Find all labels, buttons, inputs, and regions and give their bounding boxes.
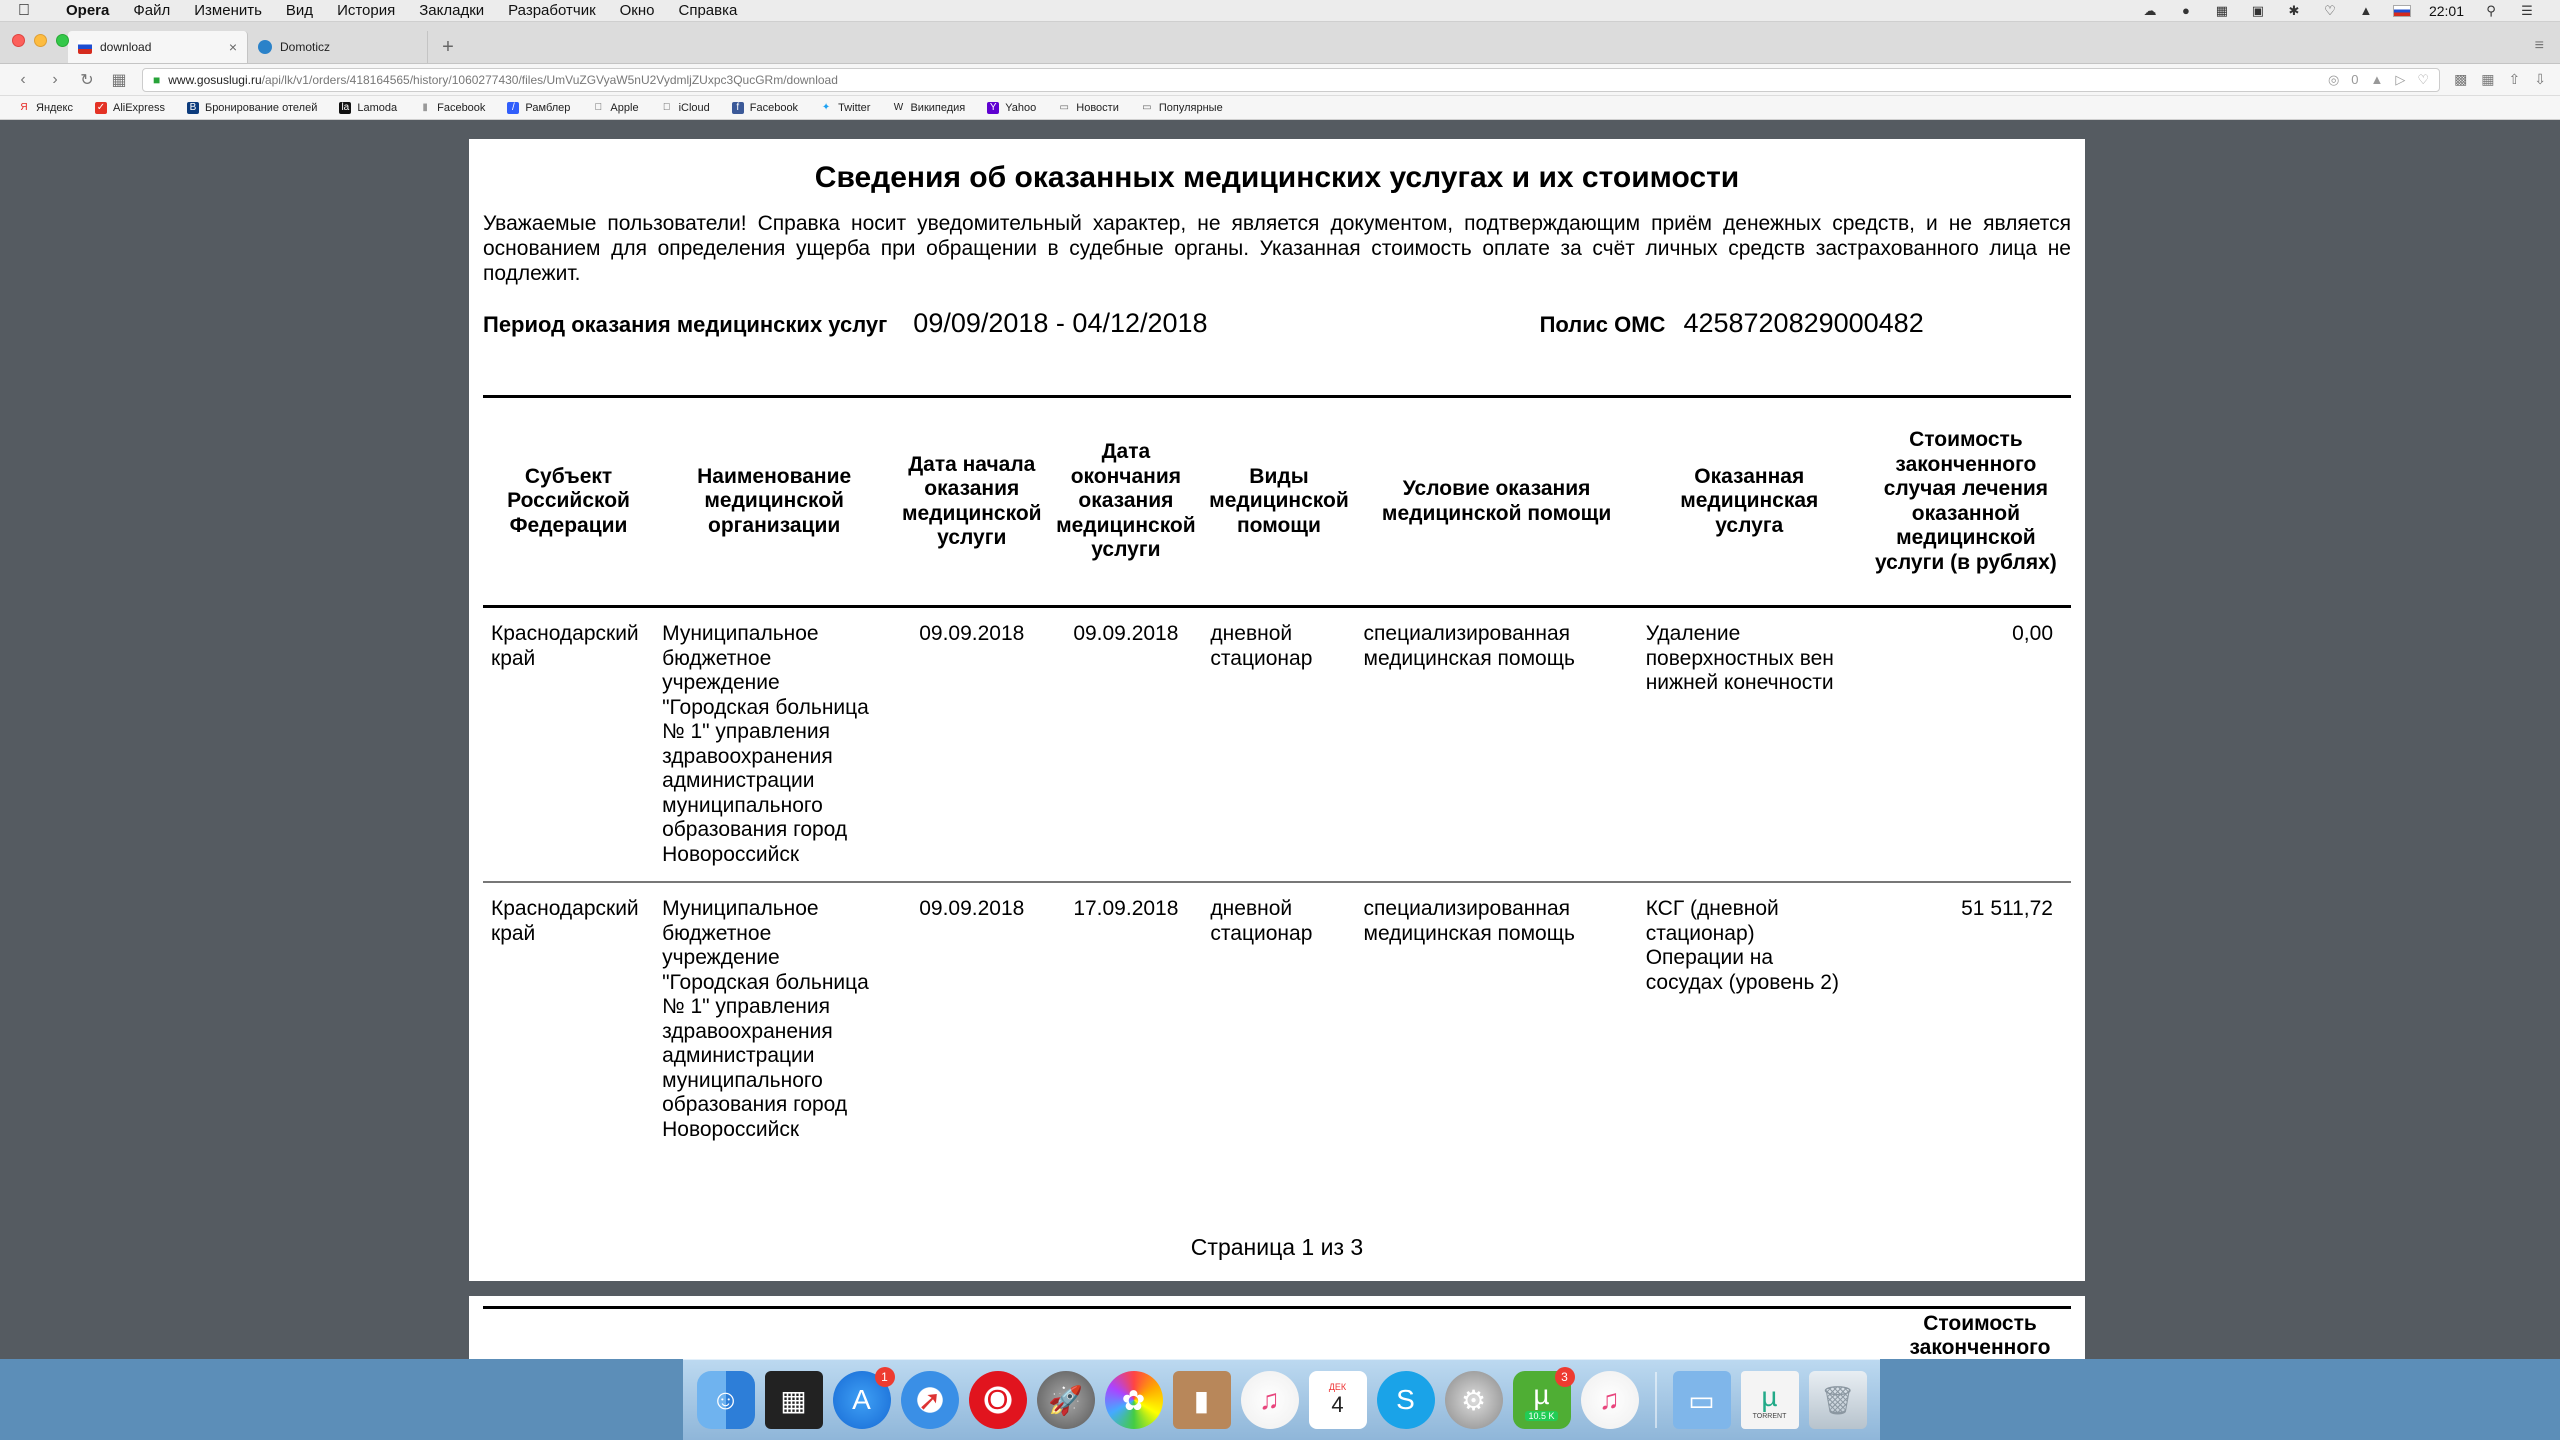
apple-menu-icon[interactable] — [18, 2, 44, 20]
cell-cost: 0,00 — [1861, 607, 2071, 883]
volume-icon[interactable]: ▲ — [2359, 3, 2373, 18]
bookmark-twitter[interactable]: ✦ Twitter — [821, 101, 871, 114]
cell-start-date: 09.09.2018 — [894, 607, 1049, 883]
table-row — [483, 882, 2071, 1156]
calendar-day: 4 — [1331, 1392, 1344, 1417]
cell-cost: 51 511,72 — [1961, 897, 2053, 920]
table-top-rule — [483, 1306, 2071, 1309]
cell-region: Краснодарский край — [491, 897, 639, 945]
yahoo-icon: Y — [987, 102, 999, 114]
period-label: Период оказания медицинских услуг — [483, 312, 888, 337]
utorrent-icon[interactable]: µ 10.5 K 3 — [1513, 1371, 1571, 1429]
dock-separator — [1655, 1372, 1657, 1428]
close-tab-icon[interactable]: × — [228, 39, 237, 55]
bookmark-yahoo[interactable]: Y Yahoo — [987, 102, 1036, 114]
page-number: Страница 1 из 3 — [1190, 1234, 1364, 1260]
column-header: Наименование медицинской организации — [654, 397, 894, 607]
bookmark-yandex[interactable]: Я Яндекс — [18, 102, 73, 114]
address-toolbar — [0, 64, 2560, 96]
cell-region: Краснодарский край — [483, 607, 654, 883]
skype-status-icon[interactable]: ● — [2182, 3, 2190, 18]
bookmark-aliexpress[interactable]: ✓ AliExpress — [96, 101, 165, 114]
gosuslugi-favicon-icon — [78, 40, 92, 54]
document-title: Сведения об оказанных медицинских услугах и их стоимости — [814, 161, 1740, 194]
column-header: Оказанная медицинская услуга — [1638, 397, 1861, 607]
share-icon[interactable]: ⇧ — [2508, 71, 2521, 87]
status-area — [2141, 3, 2560, 19]
cell-service: КСГ (дневной стационар) Операции на сосудах (уровень 2) — [1645, 897, 1839, 994]
column-header: Условие оказания медицинской помощи — [1356, 397, 1638, 607]
contacts-book-icon[interactable]: ▮ — [1173, 1371, 1231, 1429]
wikipedia-icon: W — [893, 102, 904, 113]
pdf-page-2 — [469, 1296, 2085, 1359]
torrent-speed: 10.5 K — [1525, 1411, 1557, 1421]
lamoda-icon: la — [339, 102, 351, 114]
tab-download[interactable] — [68, 31, 248, 63]
launchpad-icon[interactable]: 🚀 — [1037, 1371, 1095, 1429]
app-store-icon[interactable]: A 1 — [833, 1371, 891, 1429]
finder-icon[interactable]: ☺ — [697, 1371, 755, 1429]
wifi-icon[interactable]: ♡ — [2324, 2, 2336, 18]
policy-label: Полис ОМС — [1539, 312, 1666, 337]
cell-org: Муниципальное бюджетное учреждение "Городская больница № 1" управления здравоохранения администрации муниципального образования город Новороссийск — [662, 897, 869, 1141]
bookmark-facebook-2[interactable]: f Facebook — [732, 102, 798, 114]
cell-care-type: дневной стационар — [1210, 897, 1313, 945]
torrent-file-label: TORRENT — [1752, 1412, 1787, 1420]
url-field-actions — [2328, 72, 2429, 88]
activity-monitor-icon[interactable]: ▦ — [765, 1371, 823, 1429]
menu-view[interactable]: Вид — [285, 2, 314, 19]
bookmark-booking[interactable]: B Бронирование отелей — [187, 102, 317, 114]
policy-value: 4258720829000482 — [1683, 308, 1924, 338]
column-header: Дата окончания оказания медицинской услуги — [1049, 397, 1202, 607]
menu-file[interactable]: Файл — [133, 2, 171, 19]
menu-bookmarks[interactable]: Закладки — [419, 2, 485, 19]
facebook-icon: f — [732, 102, 744, 114]
cell-condition: специализированная медицинская помощь — [1363, 897, 1575, 945]
pdf-viewer[interactable] — [0, 121, 2560, 1359]
close-window-button[interactable] — [12, 34, 25, 47]
forward-icon[interactable]: › — [52, 70, 58, 88]
column-header: Дата начала оказания медицинской услуги — [894, 397, 1049, 607]
fullscreen-window-button[interactable] — [56, 34, 69, 47]
bookmark-heart-icon[interactable]: ♡ — [2417, 71, 2430, 87]
shield-icon[interactable]: ▲ — [2370, 71, 2384, 87]
calendar-icon[interactable] — [1309, 1371, 1367, 1429]
adblock-icon[interactable]: ◎ — [2327, 71, 2340, 87]
menu-bar — [0, 0, 2560, 22]
table-row — [483, 607, 2071, 883]
cloud-icon[interactable]: ☁ — [2143, 2, 2157, 18]
torrent-badge: 3 — [1555, 1367, 1575, 1387]
system-preferences-icon[interactable]: ⚙ — [1445, 1371, 1503, 1429]
column-header: Виды медицинской помощи — [1202, 397, 1355, 607]
pdf-page-1 — [469, 139, 2085, 1281]
cell-condition: специализированная медицинская помощь — [1356, 607, 1638, 883]
services-table — [483, 395, 2071, 1156]
document-meta — [483, 308, 2071, 339]
cell-org: Муниципальное бюджетное учреждение "Городская больница № 1" управления здравоохранения администрации муниципального образования город Новороссийск — [654, 607, 894, 883]
extension-icon[interactable]: ▩ — [2454, 71, 2468, 87]
folder-icon[interactable]: ▭ — [1673, 1371, 1731, 1429]
photos-icon[interactable]: ✿ — [1105, 1371, 1163, 1429]
menu-window[interactable]: Окно — [619, 2, 655, 19]
display-icon[interactable]: ▣ — [2251, 2, 2265, 18]
aliexpress-icon: ✓ — [96, 102, 106, 113]
bluetooth-icon[interactable]: ✱ — [2288, 2, 2300, 18]
document-notice: Уважаемые пользователи! Справка носит уведомительный характер, не является документом, подтверждающим приём денежных средств, и не является основанием для определения ущерба при обращении в судебные органы. Указанная стоимость оплате за счёт личных средств застрахованного лица не подлежит. — [483, 212, 2071, 285]
skype-icon[interactable]: S — [1377, 1371, 1435, 1429]
secure-lock-icon: ■ — [153, 72, 161, 87]
apple-icon — [592, 102, 604, 114]
grid-icon[interactable]: ▦ — [2215, 2, 2229, 18]
bookmark-folder-popular[interactable]: ▭ Популярные — [1142, 101, 1223, 114]
itunes-icon[interactable]: ♫ — [1241, 1371, 1299, 1429]
clock[interactable]: 22:01 — [2428, 2, 2464, 19]
column-header: Стоимость законченного — [1909, 1312, 2051, 1359]
snapshot-icon[interactable]: ▷ — [2395, 71, 2406, 87]
twitter-icon: ✦ — [821, 102, 831, 113]
tab-title: download — [100, 40, 152, 54]
column-header: Стоимость законченного случая лечения оказанной медицинской услуги (в рублях) — [1861, 397, 2071, 607]
menu-edit[interactable]: Изменить — [194, 2, 262, 19]
bookmark-rambler[interactable]: / Рамблер — [507, 102, 570, 114]
minimize-window-button[interactable] — [34, 34, 47, 47]
table-header-row — [483, 397, 2071, 607]
tab-title: Domoticz — [280, 40, 331, 54]
back-icon[interactable]: ‹ — [20, 70, 26, 88]
opera-icon[interactable]: O — [969, 1371, 1027, 1429]
app-store-badge: 1 — [875, 1367, 895, 1387]
spotlight-search-icon[interactable]: ⚲ — [2486, 2, 2496, 18]
dock — [683, 1359, 1880, 1440]
tab-menu-icon[interactable]: ≡ — [2534, 37, 2544, 54]
window-controls — [12, 34, 69, 47]
bookmarks-bar — [0, 96, 2560, 120]
torrent-file-icon[interactable]: µ TORRENT — [1741, 1371, 1799, 1429]
bookmark-facebook[interactable]: ▮ Facebook — [419, 102, 485, 114]
domoticz-favicon-icon — [258, 40, 272, 54]
new-tab-button[interactable]: + — [442, 35, 454, 58]
menu-developer[interactable]: Разработчик — [508, 2, 596, 19]
bookmark-apple[interactable]: Apple — [592, 102, 638, 114]
cell-end-date: 17.09.2018 — [1073, 897, 1179, 920]
url-path: /api/lk/v1/orders/418164565/history/1060277430/files/UmVuZGVyaW5nU2VydmljZUxpc3QucGRm/download — [261, 72, 838, 87]
download-icon[interactable]: ⇩ — [2534, 71, 2546, 87]
booking-icon: B — [187, 102, 199, 114]
music-icon[interactable]: ♫ — [1581, 1371, 1639, 1429]
folder-icon: ▭ — [1142, 102, 1152, 113]
extensions — [2454, 71, 2546, 88]
bookmark-folder-news[interactable]: ▭ Новости — [1059, 101, 1119, 114]
apple-icon — [661, 102, 673, 114]
menu-history[interactable]: История — [337, 2, 396, 19]
reload-icon[interactable]: ↻ — [80, 71, 94, 89]
period-value: 09/09/2018 - 04/12/2018 — [913, 308, 1208, 338]
adblock-count: 0 — [2351, 71, 2359, 87]
safari-icon[interactable]: ➚ — [901, 1371, 959, 1429]
trash-icon[interactable]: 🗑 — [1809, 1371, 1867, 1429]
folder-icon: ▭ — [1059, 102, 1069, 113]
url-domain: www.gosuslugi.ru — [168, 72, 262, 87]
address-input[interactable] — [142, 68, 2440, 92]
tab-domoticz[interactable] — [248, 31, 428, 63]
calendar-month: ДЕК — [1328, 1382, 1347, 1392]
bookmark-lamoda[interactable]: la Lamoda — [339, 102, 397, 114]
yandex-icon: Я — [20, 102, 28, 113]
cell-start-date: 09.09.2018 — [919, 897, 1025, 920]
speed-dial-icon[interactable]: ▦ — [111, 71, 127, 89]
rambler-icon: / — [507, 102, 519, 114]
keyboard-layout-flag-icon[interactable] — [2393, 5, 2411, 17]
bookmark-wikipedia[interactable]: W Википедия — [893, 101, 966, 114]
cell-care-type: дневной стационар — [1202, 607, 1355, 883]
cell-end-date: 09.09.2018 — [1049, 607, 1202, 883]
notification-center-icon[interactable]: ☰ — [2521, 2, 2533, 18]
column-header: Субъект Российской Федерации — [483, 397, 654, 607]
cell-service: Удаление поверхностных вен нижней конечности — [1638, 607, 1861, 883]
menu-app-opera[interactable]: Opera — [66, 2, 110, 19]
extension-icon[interactable]: ▦ — [2481, 71, 2495, 87]
menu-help[interactable]: Справка — [678, 2, 738, 19]
bookmark-icloud[interactable]: iCloud — [661, 102, 710, 114]
page-icon: ▮ — [422, 102, 428, 113]
tab-bar — [0, 22, 2560, 64]
